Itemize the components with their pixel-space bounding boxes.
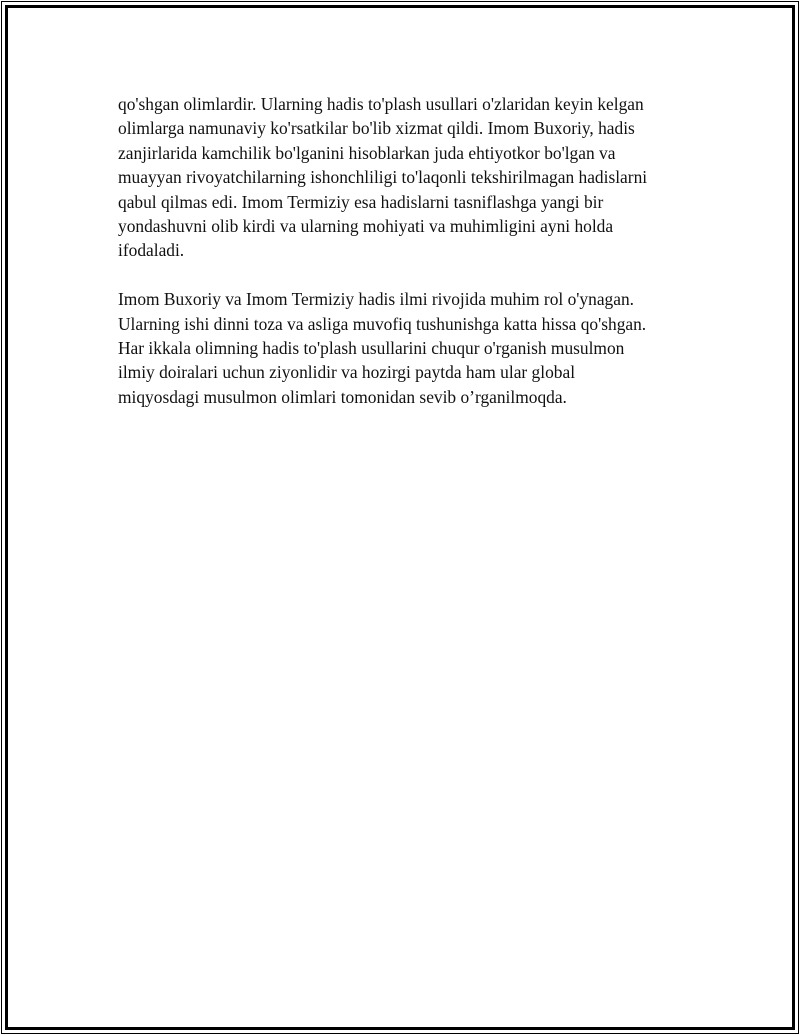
text-line: olimlarga namunaviy ko'rsatkilar bo'lib xizmat qildi. Imom Buxoriy, hadis [118, 118, 635, 139]
text-line: miqyosdagi musulmon olimlari tomonidan sevib o’rganilmoqda. [118, 386, 567, 407]
text-line: Ularning ishi dinni toza va asliga muvofiq tushunishga katta hissa qo'shgan. [118, 313, 647, 334]
paragraph-1 [118, 92, 698, 263]
text-line: zanjirlarida kamchilik bo'lganini hisoblarkan juda ehtiyotkor bo'lgan va [118, 142, 616, 163]
paragraph-2 [118, 287, 698, 409]
text-line: ifodaladi. [118, 240, 185, 261]
text-line: qo'shgan olimlardir. Ularning hadis to'plash usullari o'zlaridan keyin kelgan [118, 94, 644, 114]
text-line: ilmiy doiralari uchun ziyonlidir va hozirgi paytda ham ular global [118, 362, 576, 383]
document-body [118, 92, 698, 409]
text-line: Imom Buxoriy va Imom Termiziy hadis ilmi rivojida muhim rol o'ynagan. [118, 289, 634, 310]
text-line: qabul qilmas edi. Imom Termiziy esa hadislarni tasniflashga yangi bir [118, 191, 604, 212]
text-line: muayyan rivoyatchilarning ishonchliligi to'laqonli tekshirilmagan hadislarni [118, 167, 648, 188]
text-line: Har ikkala olimning hadis to'plash usullarini chuqur o'rganish musulmon [118, 338, 625, 359]
text-line: yondashuvni olib kirdi va ularning mohiyati va muhimligini ayni holda [118, 216, 614, 237]
